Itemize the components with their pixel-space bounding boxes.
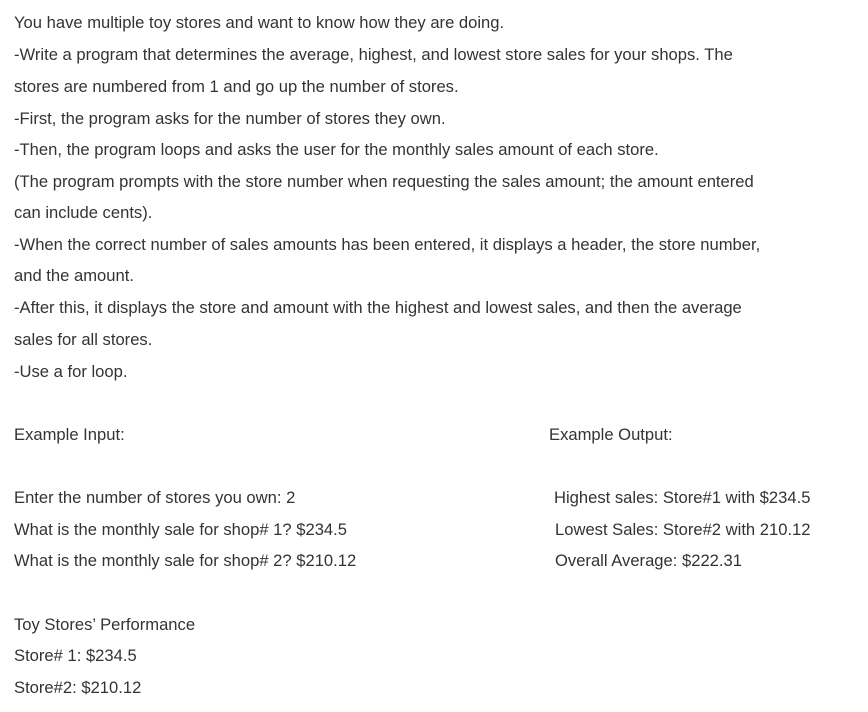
description-line: and the amount.: [14, 266, 134, 285]
description-line: stores are numbered from 1 and go up the number of stores.: [14, 77, 459, 96]
example-input-line: Enter the number of stores you own: 2: [14, 488, 296, 507]
description-line: (The program prompts with the store number when requesting the sales amount; the amount entered: [14, 172, 754, 191]
description-line: -After this, it displays the store and amount with the highest and lowest sales, and then the average: [14, 298, 742, 317]
description-line: You have multiple toy stores and want to know how they are doing.: [14, 13, 505, 32]
example-output-heading: Example Output:: [549, 425, 673, 444]
example-input-line: What is the monthly sale for shop# 2? $210.12: [14, 551, 357, 570]
description-line: -Use a for loop.: [14, 362, 128, 381]
description-line: -Write a program that determines the average, highest, and lowest store sales for your shops. The: [14, 45, 733, 64]
example-input-line: What is the monthly sale for shop# 1? $234.5: [14, 520, 347, 539]
example-output-line: Highest sales: Store#1 with $234.5: [554, 488, 811, 507]
example-input-heading: Example Input:: [14, 425, 125, 444]
report-line: Store# 1: $234.5: [14, 646, 137, 665]
report-header: Toy Stores’ Performance: [14, 615, 196, 634]
example-output-line: Overall Average: $222.31: [555, 551, 742, 570]
description-line: can include cents).: [14, 203, 153, 222]
description-line: sales for all stores.: [14, 330, 153, 349]
description-line: -Then, the program loops and asks the user for the monthly sales amount of each store.: [14, 140, 659, 159]
description-line: -First, the program asks for the number of stores they own.: [14, 109, 446, 128]
example-output-line: Lowest Sales: Store#2 with 210.12: [555, 520, 811, 539]
report-line: Store#2: $210.12: [14, 678, 142, 697]
description-line: -When the correct number of sales amounts has been entered, it displays a header, the store number,: [14, 235, 761, 254]
